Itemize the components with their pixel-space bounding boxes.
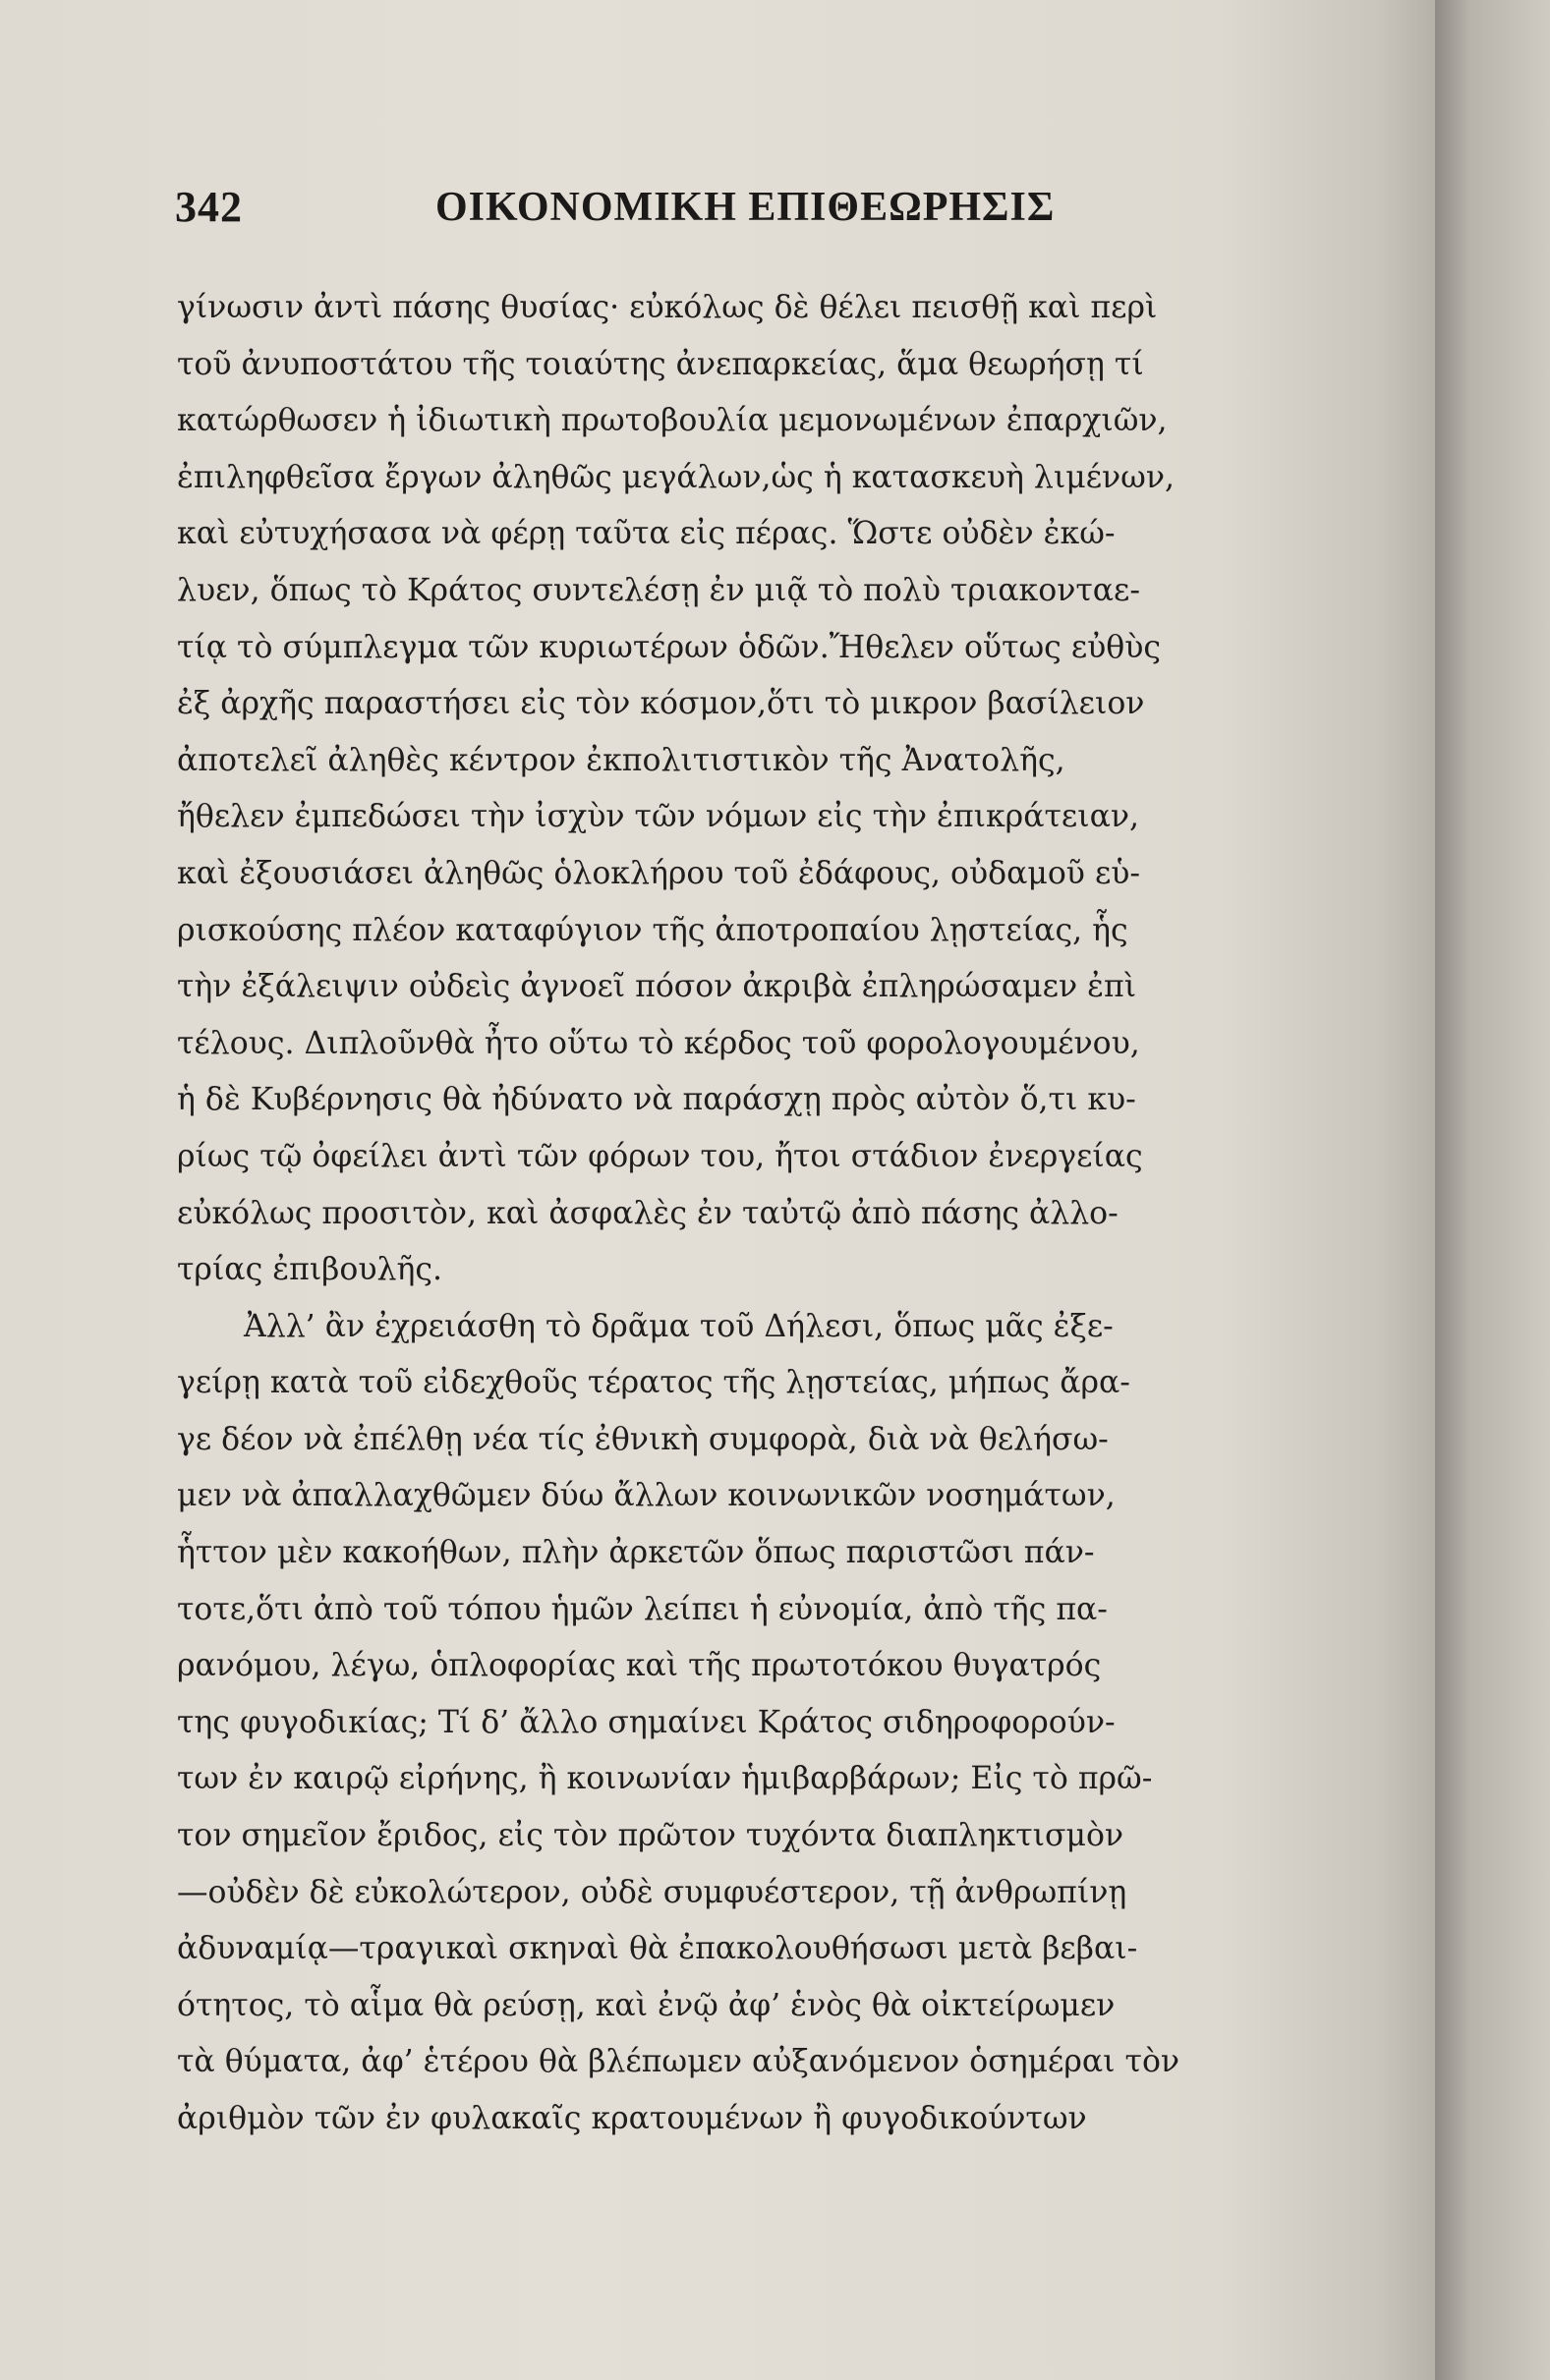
text-line: της φυγοδικίας; Τί δ’ ἄλλο σημαίνει Κράτος σιδηροφορούν- [177, 1704, 1116, 1740]
text-line: γε δέον νὰ ἐπέλθῃ νέα τίς ἐθνικὴ συμφορὰ, διὰ νὰ θελήσω- [177, 1421, 1109, 1457]
text-line: τὰ θύματα, ἀφ’ ἑτέρου θὰ βλέπωμεν αὐξανόμενον ὁσημέραι τὸν [177, 2044, 1180, 2080]
text-line: ότητος, τὸ αἷμα θὰ ρεύσῃ, καὶ ἐνῷ ἀφ’ ἑνὸς θὰ οἰκτείρωμεν [177, 1987, 1116, 2023]
text-line: ρανόμου, λέγω, ὁπλοφορίας καὶ τῆς πρωτοτόκου θυγατρός [177, 1648, 1102, 1684]
text-line: τέλους. Διπλοῦνθὰ ἦτο οὕτω τὸ κέρδος τοῦ φορολογουμένου, [177, 1025, 1140, 1061]
text-line: καὶ ἐξουσιάσει ἀληθῶς ὁλοκλήρου τοῦ ἐδάφους, οὐδαμοῦ εὑ- [177, 855, 1141, 891]
page-edge-shadow [1435, 0, 1550, 2380]
text-line: τὴν ἐξάλειψιν οὐδεὶς ἀγνοεῖ πόσον ἀκριβὰ ἐπληρώσαμεν ἐπὶ [177, 969, 1137, 1005]
body-text [177, 280, 1297, 2148]
text-line: των ἐν καιρῷ εἰρήνης, ἢ κοινωνίαν ἡμιβαρβάρων; Εἰς τὸ πρῶ- [177, 1761, 1153, 1797]
running-head: ΟΙΚΟΝΟΜΙΚΗ ΕΠΙΘΕΩΡΗΣΙΣ [435, 185, 1056, 230]
text-line: τοῦ ἀνυποστάτου τῆς τοιαύτης ἀνεπαρκείας, ἅμα θεωρήσῃ τί [177, 346, 1144, 382]
text-line: ἡ δὲ Κυβέρνησις θὰ ἠδύνατο νὰ παράσχῃ πρὸς αὐτὸν ὅ,τι κυ- [177, 1082, 1136, 1118]
text-line: τίᾳ τὸ σύμπλεγμα τῶν κυριωτέρων ὁδῶν.Ἤθελεν οὕτως εὐθὺς [177, 629, 1162, 665]
text-line: τοτε,ὅτι ἀπὸ τοῦ τόπου ἡμῶν λείπει ἡ εὐνομία, ἀπὸ τῆς πα- [177, 1591, 1108, 1627]
text-line: τρίας ἐπιβουλῆς. [177, 1252, 442, 1288]
text-line: ἐξ ἀρχῆς παραστήσει εἰς τὸν κόσμον,ὅτι τὸ μικρον βασίλειον [177, 686, 1145, 722]
text-line: ἤθελεν ἐμπεδώσει τὴν ἰσχὺν τῶν νόμων εἰς τὴν ἐπικράτειαν, [177, 799, 1140, 835]
page-number: 342 [175, 183, 243, 231]
text-line: μεν νὰ ἀπαλλαχθῶμεν δύω ἄλλων κοινωνικῶν νοσημάτων, [177, 1478, 1116, 1514]
text-line: γείρῃ κατὰ τοῦ εἰδεχθοῦς τέρατος τῆς λῃστείας, μήπως ἄρα- [177, 1365, 1130, 1401]
text-line: ἀποτελεῖ ἀληθὲς κέντρον ἐκπολιτιστικὸν τῆς Ἀνατολῆς, [177, 742, 1065, 778]
text-line: λυεν, ὅπως τὸ Κράτος συντελέσῃ ἐν μιᾷ τὸ πολὺ τριακονταε- [177, 572, 1141, 608]
page-header [175, 182, 1305, 241]
text-line: εὐκόλως προσιτὸν, καὶ ἀσφαλὲς ἐν ταὐτῷ ἀπὸ πάσης ἀλλο- [177, 1195, 1119, 1231]
text-line: ἐπιληφθεῖσα ἔργων ἀληθῶς μεγάλων,ὡς ἡ κατασκευὴ λιμένων, [177, 459, 1176, 495]
text-line: ἧττον μὲν κακοήθων, πλὴν ἀρκετῶν ὅπως παριστῶσι πάν- [177, 1535, 1095, 1571]
text-line: —οὐδὲν δὲ εὐκολώτερον, οὐδὲ συμφυέστερον, τῇ ἀνθρωπίνῃ [177, 1874, 1127, 1910]
paragraph-first-line: Ἀλλ’ ἂν ἐχρειάσθη τὸ δρᾶμα τοῦ Δήλεσι, ὅπως μᾶς ἐξε- [244, 1308, 1114, 1344]
text-line: γίνωσιν ἀντὶ πάσης θυσίας· εὐκόλως δὲ θέλει πεισθῇ καὶ περὶ [177, 290, 1158, 325]
text-line: ἀδυναμίᾳ—τραγικαὶ σκηναὶ θὰ ἐπακολουθήσωσι μετὰ βεβαι- [177, 1931, 1138, 1967]
text-line: ρίως τῷ ὀφείλει ἀντὶ τῶν φόρων του, ἤτοι στάδιον ἐνεργείας [177, 1138, 1143, 1174]
text-line: καὶ εὐτυχήσασα νὰ φέρῃ ταῦτα εἰς πέρας. Ὥστε οὐδὲν ἐκώ- [177, 516, 1116, 552]
text-line: κατώρθωσεν ἡ ἰδιωτικὴ πρωτοβουλία μεμονωμένων ἐπαρχιῶν, [177, 403, 1168, 439]
text-line: ἀριθμὸν τῶν ἐν φυλακαῖς κρατουμένων ἢ φυγοδικούντων [177, 2101, 1087, 2136]
text-line: τον σημεῖον ἔριδος, εἰς τὸν πρῶτον τυχόντα διαπληκτισμὸν [177, 1818, 1124, 1854]
text-line: ρισκούσης πλέον καταφύγιον τῆς ἀποτροπαίου λῃστείας, ἧς [177, 912, 1128, 948]
